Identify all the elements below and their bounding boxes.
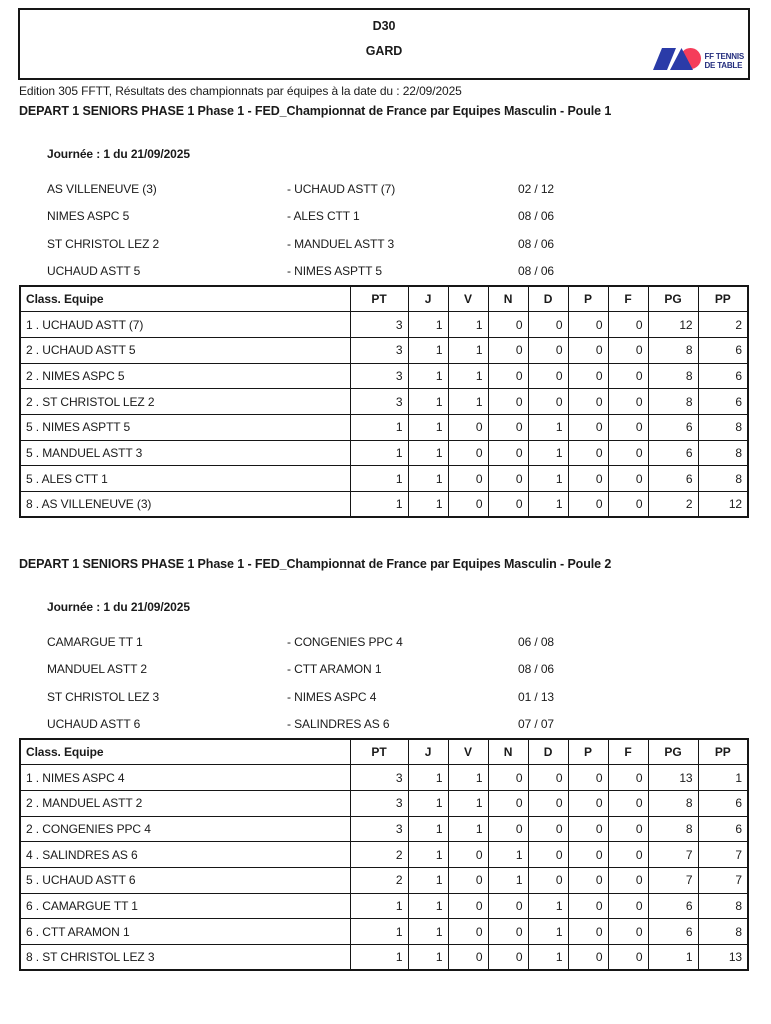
- stat-cell: 6: [698, 816, 748, 842]
- stat-cell: 1: [408, 919, 448, 945]
- fftt-logo-text: [704, 53, 744, 70]
- col-header-j: J: [408, 286, 448, 312]
- stat-cell: 0: [488, 363, 528, 389]
- stat-cell: 12: [648, 312, 698, 338]
- team-cell: 6 . CTT ARAMON 1: [20, 919, 350, 945]
- col-header-f: F: [608, 286, 648, 312]
- stat-cell: 0: [568, 816, 608, 842]
- stat-cell: 0: [448, 492, 488, 518]
- col-header-d: D: [528, 739, 568, 765]
- match-row: [47, 683, 750, 711]
- stat-cell: 0: [568, 440, 608, 466]
- stat-cell: 0: [448, 440, 488, 466]
- col-header-pt: PT: [350, 286, 408, 312]
- stat-cell: 1: [350, 919, 408, 945]
- team-cell: 1 . NIMES ASPC 4: [20, 765, 350, 791]
- match-score: 08 / 06: [518, 209, 554, 224]
- stat-cell: 0: [528, 790, 568, 816]
- stat-cell: 0: [568, 765, 608, 791]
- stat-cell: 0: [448, 893, 488, 919]
- table-row: [20, 466, 748, 492]
- stat-cell: 0: [568, 363, 608, 389]
- col-header-equipe: Class. Equipe: [20, 739, 350, 765]
- edition-line: Edition 305 FFTT, Résultats des championnats par équipes à la date du : 22/09/2025: [19, 84, 462, 98]
- stat-cell: 0: [528, 867, 568, 893]
- home-team: UCHAUD ASTT 6: [47, 717, 141, 732]
- stat-cell: 2: [350, 867, 408, 893]
- team-cell: 8 . AS VILLENEUVE (3): [20, 492, 350, 518]
- stat-cell: 0: [608, 312, 648, 338]
- stat-cell: 8: [698, 919, 748, 945]
- table-row: [20, 312, 748, 338]
- stat-cell: 0: [608, 337, 648, 363]
- stat-cell: 1: [408, 312, 448, 338]
- journee-label: Journée : 1 du 21/09/2025: [47, 600, 190, 614]
- away-team: - NIMES ASPC 4: [287, 689, 377, 704]
- stat-cell: 1: [448, 765, 488, 791]
- stat-cell: 1: [528, 414, 568, 440]
- away-team: - CONGENIES PPC 4: [287, 634, 403, 649]
- stat-cell: 8: [698, 440, 748, 466]
- stat-cell: 0: [608, 816, 648, 842]
- match-row: [47, 258, 750, 286]
- col-header-p: P: [568, 739, 608, 765]
- match-list: [47, 628, 750, 738]
- col-header-pg: PG: [648, 286, 698, 312]
- stat-cell: 1: [408, 492, 448, 518]
- table-row: [20, 816, 748, 842]
- stat-cell: 0: [568, 867, 608, 893]
- stat-cell: 1: [408, 765, 448, 791]
- stat-cell: 1: [448, 312, 488, 338]
- stat-cell: 0: [488, 337, 528, 363]
- stat-cell: 1: [408, 842, 448, 868]
- team-cell: 6 . CAMARGUE TT 1: [20, 893, 350, 919]
- home-team: ST CHRISTOL LEZ 3: [47, 689, 160, 704]
- stat-cell: 1: [448, 816, 488, 842]
- stat-cell: 0: [608, 765, 648, 791]
- team-cell: 5 . MANDUEL ASTT 3: [20, 440, 350, 466]
- stat-cell: 0: [488, 945, 528, 971]
- team-cell: 2 . UCHAUD ASTT 5: [20, 337, 350, 363]
- poule-1-section: [19, 104, 750, 518]
- stat-cell: 0: [488, 414, 528, 440]
- table-row: [20, 440, 748, 466]
- match-score: 02 / 12: [518, 181, 554, 196]
- stat-cell: 0: [608, 389, 648, 415]
- stat-cell: 8: [648, 389, 698, 415]
- stat-cell: 7: [648, 867, 698, 893]
- stat-cell: 6: [648, 919, 698, 945]
- stat-cell: 0: [608, 842, 648, 868]
- fftt-logo: [653, 47, 744, 76]
- match-score: 08 / 06: [518, 236, 554, 251]
- stat-cell: 0: [608, 919, 648, 945]
- stat-cell: 1: [408, 867, 448, 893]
- home-team: CAMARGUE TT 1: [47, 634, 143, 649]
- home-team: NIMES ASPC 5: [47, 209, 130, 224]
- stat-cell: 8: [698, 893, 748, 919]
- away-team: - ALES CTT 1: [287, 209, 360, 224]
- stat-cell: 3: [350, 312, 408, 338]
- col-header-j: J: [408, 739, 448, 765]
- stat-cell: 8: [698, 466, 748, 492]
- stat-cell: 1: [350, 945, 408, 971]
- stat-cell: 1: [408, 790, 448, 816]
- stat-cell: 0: [528, 337, 568, 363]
- stat-cell: 1: [448, 337, 488, 363]
- stat-cell: 1: [528, 466, 568, 492]
- stat-cell: 0: [568, 945, 608, 971]
- stat-cell: 0: [528, 765, 568, 791]
- poule-2-section: [19, 557, 750, 971]
- stat-cell: 1: [350, 492, 408, 518]
- stat-cell: 8: [648, 816, 698, 842]
- stat-cell: 8: [648, 790, 698, 816]
- stat-cell: 0: [528, 842, 568, 868]
- stat-cell: 1: [350, 466, 408, 492]
- team-cell: 5 . UCHAUD ASTT 6: [20, 867, 350, 893]
- match-row: [47, 656, 750, 684]
- stat-cell: 0: [568, 337, 608, 363]
- stat-cell: 3: [350, 337, 408, 363]
- stat-cell: 0: [608, 414, 648, 440]
- col-header-pg: PG: [648, 739, 698, 765]
- team-cell: 1 . UCHAUD ASTT (7): [20, 312, 350, 338]
- stat-cell: 1: [408, 363, 448, 389]
- stat-cell: 1: [408, 440, 448, 466]
- stat-cell: 6: [648, 440, 698, 466]
- match-score: 01 / 13: [518, 689, 554, 704]
- fftt-logo-text-line1: FF TENNIS: [704, 52, 744, 61]
- stat-cell: 3: [350, 816, 408, 842]
- standings-header-row: [20, 286, 748, 312]
- committee-name: GARD: [365, 44, 403, 58]
- fftt-logo-text-line2: DE TABLE: [704, 60, 743, 70]
- committee-code: D30: [372, 19, 396, 33]
- stat-cell: 1: [528, 893, 568, 919]
- stat-cell: 0: [488, 816, 528, 842]
- team-cell: 5 . ALES CTT 1: [20, 466, 350, 492]
- stat-cell: 0: [528, 816, 568, 842]
- stat-cell: 13: [648, 765, 698, 791]
- team-cell: 2 . MANDUEL ASTT 2: [20, 790, 350, 816]
- stat-cell: 6: [698, 337, 748, 363]
- home-team: AS VILLENEUVE (3): [47, 181, 157, 196]
- stat-cell: 1: [408, 945, 448, 971]
- table-row: [20, 414, 748, 440]
- stat-cell: 6: [648, 893, 698, 919]
- team-cell: 2 . ST CHRISTOL LEZ 2: [20, 389, 350, 415]
- stat-cell: 3: [350, 765, 408, 791]
- col-header-n: N: [488, 286, 528, 312]
- away-team: - UCHAUD ASTT (7): [287, 181, 396, 196]
- match-score: 07 / 07: [518, 717, 554, 732]
- stat-cell: 0: [568, 893, 608, 919]
- col-header-equipe: Class. Equipe: [20, 286, 350, 312]
- stat-cell: 2: [648, 492, 698, 518]
- standings-table: [19, 285, 749, 518]
- table-row: [20, 765, 748, 791]
- match-row: [47, 628, 750, 656]
- stat-cell: 1: [528, 919, 568, 945]
- match-row: [47, 175, 750, 203]
- stat-cell: 1: [408, 414, 448, 440]
- col-header-v: V: [448, 286, 488, 312]
- stat-cell: 0: [568, 842, 608, 868]
- table-row: [20, 842, 748, 868]
- home-team: ST CHRISTOL LEZ 2: [47, 236, 160, 251]
- stat-cell: 0: [608, 945, 648, 971]
- stat-cell: 0: [568, 312, 608, 338]
- table-row: [20, 363, 748, 389]
- stat-cell: 0: [608, 466, 648, 492]
- col-header-f: F: [608, 739, 648, 765]
- stat-cell: 0: [568, 919, 608, 945]
- stat-cell: 0: [568, 492, 608, 518]
- match-row: [47, 203, 750, 231]
- stat-cell: 3: [350, 363, 408, 389]
- away-team: - SALINDRES AS 6: [287, 717, 390, 732]
- stat-cell: 7: [698, 842, 748, 868]
- stat-cell: 1: [408, 389, 448, 415]
- stat-cell: 0: [448, 414, 488, 440]
- stat-cell: 7: [698, 867, 748, 893]
- stat-cell: 0: [448, 945, 488, 971]
- stat-cell: 1: [648, 945, 698, 971]
- stat-cell: 6: [698, 363, 748, 389]
- stat-cell: 2: [350, 842, 408, 868]
- table-row: [20, 919, 748, 945]
- col-header-pt: PT: [350, 739, 408, 765]
- stat-cell: 0: [488, 389, 528, 415]
- stat-cell: 6: [648, 414, 698, 440]
- stat-cell: 0: [608, 893, 648, 919]
- stat-cell: 8: [648, 337, 698, 363]
- stat-cell: 0: [488, 790, 528, 816]
- team-cell: 4 . SALINDRES AS 6: [20, 842, 350, 868]
- away-team: - MANDUEL ASTT 3: [287, 236, 395, 251]
- col-header-p: P: [568, 286, 608, 312]
- stat-cell: 1: [528, 440, 568, 466]
- table-row: [20, 337, 748, 363]
- stat-cell: 0: [568, 389, 608, 415]
- stat-cell: 1: [408, 337, 448, 363]
- stat-cell: 0: [448, 919, 488, 945]
- stat-cell: 1: [350, 440, 408, 466]
- stat-cell: 8: [698, 414, 748, 440]
- away-team: - NIMES ASPTT 5: [287, 264, 382, 279]
- stat-cell: 0: [448, 466, 488, 492]
- stat-cell: 0: [568, 790, 608, 816]
- stat-cell: 0: [488, 312, 528, 338]
- stat-cell: 1: [350, 893, 408, 919]
- table-row: [20, 492, 748, 518]
- header-box: [18, 8, 750, 80]
- stat-cell: 0: [488, 466, 528, 492]
- col-header-pp: PP: [698, 286, 748, 312]
- stat-cell: 0: [448, 842, 488, 868]
- stat-cell: 0: [488, 919, 528, 945]
- stat-cell: 8: [648, 363, 698, 389]
- stat-cell: 0: [488, 893, 528, 919]
- stat-cell: 1: [698, 765, 748, 791]
- col-header-pp: PP: [698, 739, 748, 765]
- stat-cell: 0: [608, 440, 648, 466]
- section-title: DEPART 1 SENIORS PHASE 1 Phase 1 - FED_Championnat de France par Equipes Masculin - Poule 2: [19, 557, 612, 571]
- stat-cell: 0: [568, 414, 608, 440]
- stat-cell: 1: [448, 389, 488, 415]
- stat-cell: 6: [698, 790, 748, 816]
- away-team: - CTT ARAMON 1: [287, 662, 382, 677]
- table-row: [20, 893, 748, 919]
- team-cell: 8 . ST CHRISTOL LEZ 3: [20, 945, 350, 971]
- stat-cell: 0: [568, 466, 608, 492]
- match-list: [47, 175, 750, 285]
- stat-cell: 1: [528, 945, 568, 971]
- stat-cell: 0: [488, 765, 528, 791]
- match-score: 08 / 06: [518, 264, 554, 279]
- stat-cell: 0: [608, 867, 648, 893]
- stat-cell: 1: [448, 790, 488, 816]
- stat-cell: 0: [528, 389, 568, 415]
- stat-cell: 13: [698, 945, 748, 971]
- match-row: [47, 711, 750, 739]
- stat-cell: 1: [408, 466, 448, 492]
- stat-cell: 6: [698, 389, 748, 415]
- stat-cell: 0: [448, 867, 488, 893]
- match-score: 08 / 06: [518, 662, 554, 677]
- team-cell: 5 . NIMES ASPTT 5: [20, 414, 350, 440]
- stat-cell: 0: [488, 440, 528, 466]
- match-score: 06 / 08: [518, 634, 554, 649]
- stat-cell: 2: [698, 312, 748, 338]
- stat-cell: 1: [350, 414, 408, 440]
- stat-cell: 6: [648, 466, 698, 492]
- stat-cell: 1: [488, 842, 528, 868]
- col-header-n: N: [488, 739, 528, 765]
- table-row: [20, 945, 748, 971]
- stat-cell: 7: [648, 842, 698, 868]
- stat-cell: 0: [608, 492, 648, 518]
- stat-cell: 1: [448, 363, 488, 389]
- team-cell: 2 . CONGENIES PPC 4: [20, 816, 350, 842]
- stat-cell: 0: [528, 363, 568, 389]
- standings-table: [19, 738, 749, 971]
- stat-cell: 0: [488, 492, 528, 518]
- journee-label: Journée : 1 du 21/09/2025: [47, 147, 190, 161]
- team-cell: 2 . NIMES ASPC 5: [20, 363, 350, 389]
- stat-cell: 1: [408, 893, 448, 919]
- stat-cell: 0: [528, 312, 568, 338]
- home-team: MANDUEL ASTT 2: [47, 662, 147, 677]
- match-row: [47, 230, 750, 258]
- col-header-d: D: [528, 286, 568, 312]
- home-team: UCHAUD ASTT 5: [47, 264, 141, 279]
- col-header-v: V: [448, 739, 488, 765]
- table-row: [20, 867, 748, 893]
- stat-cell: 0: [608, 363, 648, 389]
- section-title: DEPART 1 SENIORS PHASE 1 Phase 1 - FED_Championnat de France par Equipes Masculin - Poule 1: [19, 104, 612, 118]
- stat-cell: 0: [608, 790, 648, 816]
- stat-cell: 12: [698, 492, 748, 518]
- stat-cell: 1: [528, 492, 568, 518]
- standings-header-row: [20, 739, 748, 765]
- stat-cell: 3: [350, 790, 408, 816]
- table-row: [20, 790, 748, 816]
- stat-cell: 1: [488, 867, 528, 893]
- table-row: [20, 389, 748, 415]
- stat-cell: 1: [408, 816, 448, 842]
- fftt-logo-mark-icon: [653, 47, 701, 76]
- stat-cell: 3: [350, 389, 408, 415]
